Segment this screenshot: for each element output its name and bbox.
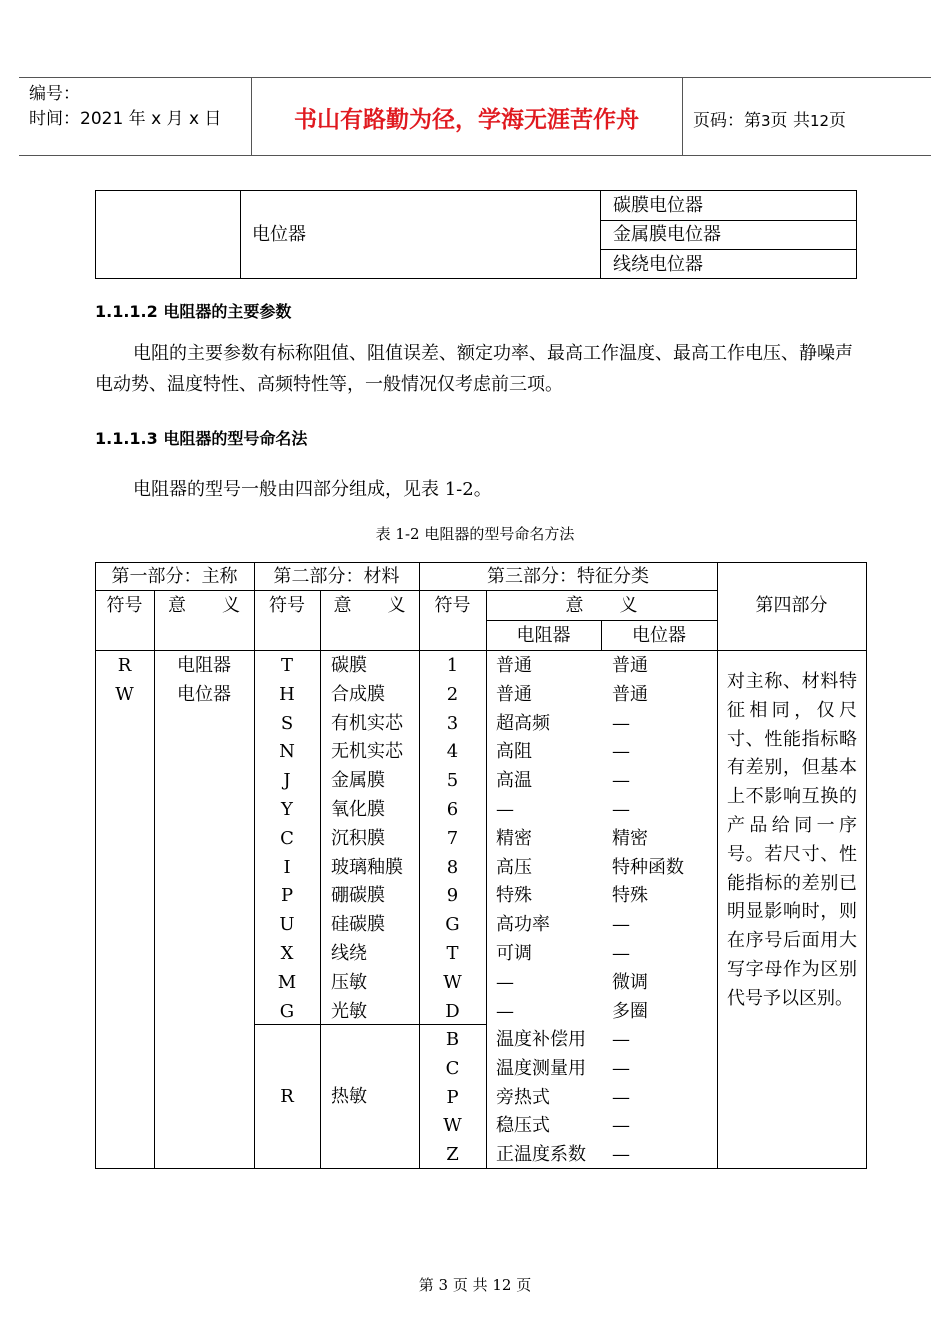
- part3-thermal-potentiometer: —: [612, 1029, 630, 1050]
- page-footer: 第 3 页 共 12 页: [418, 1276, 532, 1294]
- part3-resistor: 高压: [496, 856, 532, 878]
- part3-thermal-potentiometer: —: [612, 1086, 630, 1108]
- part2-meaning: 碳膜: [331, 655, 367, 676]
- table-border: [486, 620, 718, 621]
- header-symbol: 符号: [106, 595, 143, 616]
- part1-symbol: W: [115, 683, 134, 705]
- table-border: [240, 190, 241, 279]
- table-border: [95, 1168, 867, 1169]
- table-caption: 表 1-2 电阻器的型号命名方法: [375, 525, 575, 543]
- header-page-indicator: 页码：第3页 共12页: [693, 111, 847, 131]
- part3-thermal-resistor: 正温度系数: [496, 1144, 586, 1166]
- part3-symbol: W: [443, 971, 462, 993]
- part2-symbol: U: [279, 914, 295, 936]
- part2-meaning: 压敏: [331, 971, 367, 993]
- part2-symbol: M: [277, 971, 297, 993]
- header-potentiometer: 电位器: [632, 625, 686, 646]
- part3-resistor: 普通: [496, 655, 532, 676]
- table-border: [866, 562, 867, 1169]
- part2-meaning: 金属膜: [331, 770, 385, 792]
- paragraph: [95, 338, 855, 400]
- part3-symbol: 2: [446, 683, 459, 705]
- part3-symbol: D: [445, 1000, 460, 1022]
- part2-meaning: 玻璃釉膜: [331, 856, 403, 878]
- table-border: [600, 190, 601, 279]
- part3-symbol: T: [446, 943, 459, 964]
- header-divider: [682, 78, 683, 155]
- part3-potentiometer: 精密: [612, 827, 648, 849]
- part4-note: 对主称、材料特征相同，仅尺寸、性能指标略有差别，但基本上不影响互换的产品给同一序号。若尺寸、性能指标的差别已明显影响时，则在序号后面用大写字母作为区别代号予以区别。: [727, 671, 857, 1009]
- header-number: 编号：: [29, 84, 80, 104]
- part3-symbol: 8: [446, 856, 459, 878]
- table-border: [486, 590, 487, 1169]
- part2-meaning: 有机实芯: [331, 712, 403, 734]
- part3-thermal-resistor: 温度测量用: [496, 1057, 586, 1079]
- paragraph: [95, 474, 855, 505]
- paragraph-text: 电阻的主要参数有标称阻值、阻值误差、额定功率、最高工作温度、最高工作电压、静噪声电动势、温度特性、高频特性等，一般情况仅考虑前三项。: [95, 343, 853, 395]
- part3-resistor: 特殊: [496, 885, 532, 907]
- part2-symbol: N: [279, 741, 295, 763]
- top-table-item: 金属膜电位器: [613, 224, 721, 245]
- part2-symbol: H: [279, 683, 295, 705]
- part3-symbol: 9: [446, 885, 459, 907]
- table-border: [95, 590, 718, 591]
- section-heading: 1.1.1.2 电阻器的主要参数: [95, 302, 292, 321]
- part1-symbol: R: [117, 655, 132, 676]
- part3-potentiometer: —: [612, 770, 630, 792]
- top-table-category: 电位器: [252, 224, 306, 245]
- header-motto: 书山有路勤为径，学海无涯苦作舟: [294, 107, 639, 133]
- part2-meaning: 合成膜: [331, 683, 385, 705]
- part3-potentiometer: —: [612, 943, 630, 964]
- part2-symbol: I: [283, 856, 291, 878]
- part3-thermal-resistor: 温度补偿用: [496, 1029, 586, 1050]
- part2-meaning: 沉积膜: [331, 827, 385, 849]
- part3-symbol: 4: [446, 741, 459, 763]
- part3-resistor: —: [496, 971, 514, 993]
- header-part2: 第二部分：材料: [273, 566, 400, 587]
- top-table-item: 线绕电位器: [613, 254, 703, 275]
- table-border: [600, 220, 857, 221]
- part2-symbol: C: [280, 827, 294, 849]
- part2-symbol: G: [279, 1000, 295, 1022]
- part2-meaning: 氧化膜: [331, 799, 385, 820]
- part3-resistor: 超高频: [496, 712, 550, 734]
- part3-thermal-potentiometer: —: [612, 1115, 630, 1137]
- part3-potentiometer: 普通: [612, 655, 648, 676]
- part2-symbol: J: [283, 770, 291, 792]
- part3-potentiometer: —: [612, 799, 630, 820]
- table-border: [320, 590, 321, 1169]
- part3-potentiometer: —: [612, 914, 630, 936]
- part1-meaning: 电位器: [177, 683, 231, 705]
- part3-thermal-symbol: P: [446, 1086, 459, 1108]
- table-border: [856, 190, 857, 279]
- header-part3: 第三部分：特征分类: [487, 566, 649, 587]
- part3-resistor: —: [496, 1000, 514, 1022]
- header-meta: [29, 82, 221, 132]
- part2-meaning: 硼碳膜: [331, 885, 385, 907]
- part3-symbol: 3: [446, 712, 459, 734]
- part3-thermal-symbol: B: [445, 1029, 460, 1050]
- part3-symbol: 6: [446, 799, 459, 820]
- part3-resistor: —: [496, 799, 514, 820]
- header-part4: 第四部分: [755, 595, 828, 616]
- part2-symbol: S: [280, 712, 294, 734]
- part3-symbol: G: [445, 914, 460, 936]
- part2-symbol: T: [280, 655, 293, 676]
- part3-thermal-resistor: 旁热式: [496, 1086, 550, 1108]
- part2-meaning: 硅碳膜: [331, 914, 385, 936]
- header-time: 时间：2021 年 x 月 x 日: [29, 109, 222, 129]
- part3-resistor: 普通: [496, 683, 532, 705]
- table-border: [95, 562, 867, 563]
- table-border: [95, 190, 96, 279]
- part2-meaning: 光敏: [331, 1000, 367, 1022]
- part3-thermal-potentiometer: —: [612, 1057, 630, 1079]
- section-heading: 1.1.1.3 电阻器的型号命名法: [95, 429, 308, 448]
- part3-potentiometer: 多圈: [612, 1000, 648, 1022]
- part2-symbol: X: [280, 943, 294, 964]
- part3-resistor: 可调: [496, 943, 532, 964]
- part2-meaning: 无机实芯: [331, 741, 403, 763]
- part3-thermal-potentiometer: —: [612, 1144, 630, 1166]
- header-part1: 第一部分：主称: [111, 566, 238, 587]
- part3-symbol: 1: [446, 655, 459, 676]
- part2-meaning: 线绕: [331, 943, 367, 964]
- table-border: [95, 562, 96, 1169]
- part3-thermal-resistor: 稳压式: [496, 1115, 550, 1137]
- part3-thermal-symbol: C: [445, 1057, 460, 1079]
- part3-potentiometer: 普通: [612, 683, 648, 705]
- header-symbol: 符号: [434, 595, 471, 616]
- header-symbol: 符号: [269, 595, 305, 616]
- table-border: [95, 190, 857, 191]
- thermal-symbol: R: [280, 1086, 294, 1107]
- part3-potentiometer: 特殊: [612, 885, 648, 907]
- part3-symbol: 5: [446, 770, 459, 792]
- page-header: [19, 77, 931, 156]
- table-border: [600, 249, 857, 250]
- header-meaning: 意 义: [168, 595, 240, 616]
- part1-meaning: 电阻器: [177, 655, 231, 676]
- part3-resistor: 精密: [496, 827, 532, 849]
- paragraph-text: 电阻器的型号一般由四部分组成，见表 1-2。: [133, 479, 492, 500]
- header-resistor: 电阻器: [516, 625, 571, 646]
- table-border: [95, 650, 867, 651]
- part3-resistor: 高阻: [496, 741, 532, 763]
- part3-potentiometer: —: [612, 741, 630, 763]
- header-meaning: 意 义: [333, 595, 406, 616]
- part3-resistor: 高功率: [496, 914, 550, 936]
- part3-potentiometer: 特种函数: [612, 856, 684, 878]
- header-meaning: 意 义: [565, 595, 638, 616]
- part3-resistor: 高温: [496, 770, 532, 792]
- part2-symbol: P: [280, 885, 294, 907]
- part3-potentiometer: 微调: [612, 971, 648, 993]
- part3-thermal-symbol: Z: [446, 1144, 459, 1166]
- part2-symbol: Y: [281, 799, 293, 820]
- table-border: [717, 562, 718, 1169]
- part3-symbol: 7: [446, 827, 459, 849]
- part3-potentiometer: —: [612, 712, 630, 734]
- thermal-meaning: 热敏: [331, 1086, 367, 1107]
- part3-thermal-symbol: W: [443, 1115, 462, 1137]
- table-border: [254, 1024, 486, 1025]
- table-border: [95, 278, 857, 279]
- top-table-item: 碳膜电位器: [613, 195, 703, 216]
